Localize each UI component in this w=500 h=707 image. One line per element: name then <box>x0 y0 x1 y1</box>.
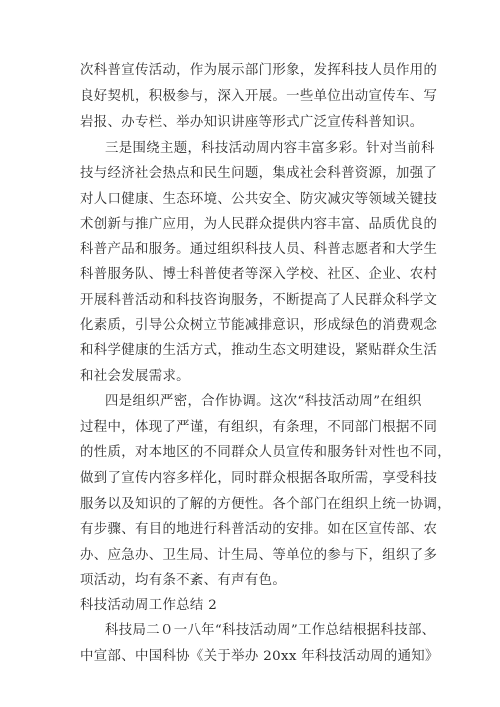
text-line: 术创新与推广应用，为人民群众提供内容丰富、品质优良的 <box>80 217 438 232</box>
text-line: 办、应急办、卫生局、计生局、等单位的参与下，组织了多 <box>80 548 438 563</box>
text-line: 技与经济社会热点和民生问题，集成社会科普资源，加强了 <box>80 166 438 181</box>
section-heading: 科技活动周工作总结 2 <box>80 598 218 613</box>
text-line: 科普服务队、博士科普使者等深入学校、社区、企业、农村 <box>80 267 438 282</box>
text-line: 和科学健康的生活方式，推动生态文明建设，紧贴群众生活 <box>80 343 438 358</box>
text-line: 开展科普活动和科技咨询服务，不断提高了人民群众科学文 <box>80 293 438 308</box>
paragraph-first-line: 科技局二０一八年“科技活动周”工作总结根据科技部、 <box>105 623 436 638</box>
text-line: 有步骤、有目的地进行科普活动的安排。如在区宣传部、农 <box>80 522 438 537</box>
text-line: 的性质，对本地区的不同群众人员宣传和服务针对性也不同， <box>80 445 451 460</box>
paragraph-first-line: 四是组织严密，合作协调。这次“科技活动周”在组织 <box>105 394 422 409</box>
text-line: 良好契机，积极参与，深入开展。一些单位出动宣传车、写 <box>80 89 438 104</box>
paragraph-first-line: 三是围绕主题，科技活动周内容丰富多彩。针对当前科 <box>105 141 435 156</box>
text-line: 和社会发展需求。 <box>80 369 190 384</box>
text-line: 做到了宣传内容多样化，同时群众根据各取所需，享受科技 <box>80 471 438 486</box>
text-line: 次科普宣传活动，作为展示部门形象，发挥科技人员作用的 <box>80 63 438 78</box>
text-line: 岩报、办专栏、举办知识讲座等形式广泛宣传科普知识。 <box>80 115 424 130</box>
text-line: 化素质，引导公众树立节能减排意识，形成绿色的消费观念 <box>80 318 438 333</box>
text-line: 对人口健康、生态环境、公共安全、防灾减灾等领域关键技 <box>80 192 438 207</box>
text-line: 科普产品和服务。通过组织科技人员、科普志愿者和大学生 <box>80 242 438 257</box>
text-line: 服务以及知识的了解的方便性。各个部门在组织上统一协调， <box>80 497 451 512</box>
text-line: 项活动，均有条不紊、有声有色。 <box>80 573 287 588</box>
text-line: 过程中，体现了严谨，有组织，有条理，不同部门根据不同 <box>80 420 438 435</box>
text-line: 中宣部、中国科协《关于举办 20xx 年科技活动周的通知》 <box>80 649 439 664</box>
